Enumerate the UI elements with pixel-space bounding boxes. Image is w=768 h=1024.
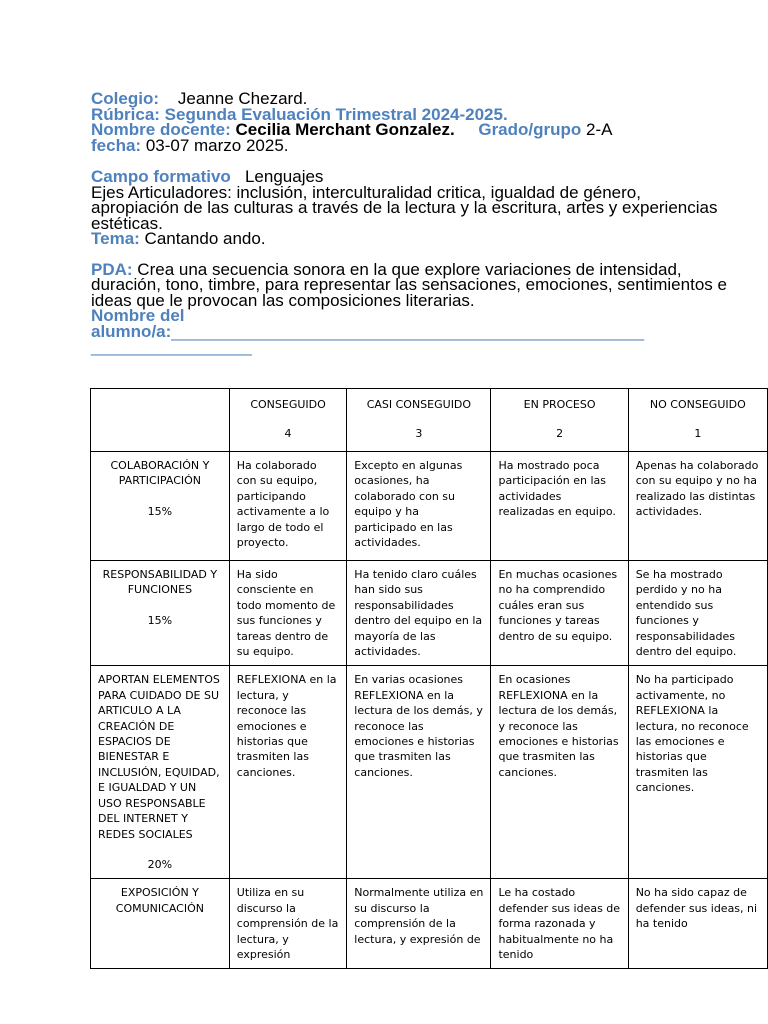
pda-line: [91, 259, 731, 310]
descriptor-cell: En muchas ocasiones no ha comprendido cuáles eran sus funciones y tareas dentro de su equipo.: [491, 561, 628, 666]
level-header: [491, 389, 628, 452]
fecha-line: [91, 135, 731, 155]
campo-value: Lenguajes: [244, 167, 324, 186]
descriptor-cell: Apenas ha colaborado con su equipo y no ha realizado las distintas actividades.: [628, 452, 767, 561]
fecha-label: fecha:: [91, 135, 142, 155]
level-header: [229, 389, 347, 452]
criterion-weight: 15%: [147, 613, 173, 627]
pda-label: PDA:: [91, 259, 133, 279]
criterion-weight: 20%: [147, 857, 173, 871]
alumno-name-blank-continued[interactable]: _________________: [91, 337, 252, 356]
level-name: EN PROCESO: [523, 398, 596, 411]
tema-value: Cantando ando.: [144, 229, 266, 248]
criterion-name: EXPOSICIÓN Y COMUNICACIÓN: [115, 886, 204, 915]
descriptor-cell: REFLEXIONA en la lectura, y reconoce las emociones e historias que trasmiten las canciones.: [229, 666, 347, 879]
descriptor-cell: En varias ocasiones REFLEXIONA en la lectura de los demás, y reconoce las emociones e historias que trasmiten las canciones.: [347, 666, 491, 879]
level-header: [347, 389, 491, 452]
descriptor-cell: Le ha costado defender sus ideas de forma razonada y habitualmente no ha tenido: [491, 879, 628, 969]
level-score: 4: [284, 427, 292, 441]
level-name: NO CONSEGUIDO: [649, 398, 746, 411]
grado-value: 2-A: [586, 120, 613, 139]
colegio-label: Colegio:: [91, 89, 159, 108]
criterion-name: APORTAN ELEMENTOS PARA CUIDADO DE SU ARTICULO A LA CREACIÓN DE ESPACIOS DE BIENESTAR E INCLUSIÓN, EQUIDAD, E IGUALDAD Y UN USO RESPONSABLE DEL INTERNET Y REDES SOCIALES: [98, 673, 220, 841]
descriptor-cell: No ha sido capaz de defender sus ideas, ni ha tenido: [628, 879, 767, 969]
document-header: [91, 91, 731, 355]
level-score: 2: [556, 427, 564, 441]
level-header: [628, 389, 767, 452]
descriptor-cell: En ocasiones REFLEXIONA en la lectura de los demás, y reconoce las emociones e historias que trasmiten las canciones.: [491, 666, 628, 879]
rubric-table: [90, 388, 768, 969]
alumno-name-blank[interactable]: __________________________________________________: [171, 321, 645, 341]
grado-label: Grado/grupo: [478, 120, 582, 139]
criterion-cell: [91, 452, 230, 561]
criterion-cell: [91, 666, 230, 879]
empty-corner-cell: [91, 389, 230, 452]
tema-line: [91, 231, 731, 247]
descriptor-cell: Excepto en algunas ocasiones, ha colaborado con su equipo y ha participado en las actividades.: [347, 452, 491, 561]
criterion-cell: [91, 879, 230, 969]
descriptor-cell: Se ha mostrado perdido y no ha entendido sus funciones y responsabilidades dentro del equipo.: [628, 561, 767, 666]
alumno-label-1: Nombre del: [91, 306, 185, 325]
level-score: 3: [415, 427, 423, 441]
fecha-value: 03-07 marzo 2025.: [145, 135, 289, 155]
alumno-label-2: alumno/a:: [91, 321, 172, 341]
docente-value: Cecilia Merchant Gonzalez.: [235, 120, 455, 139]
criterion-name: RESPONSABILIDAD Y FUNCIONES: [102, 568, 218, 597]
rubrica-title: Rúbrica: Segunda Evaluación Trimestral 2024-2025.: [91, 104, 508, 124]
pda-value: Crea una secuencia sonora en la que explore variaciones de intensidad, duración, tono, timbre, para representar las sensaciones, emociones, sentimientos e ideas que le provocan las composiciones literarias.: [91, 259, 727, 310]
rubric-row: [91, 666, 768, 879]
rubric-header-row: [91, 389, 768, 452]
tema-label: Tema:: [91, 229, 140, 248]
descriptor-cell: No ha participado activamente, no REFLEXIONA la lectura, no reconoce las emociones e historias que trasmiten las canciones.: [628, 666, 767, 879]
level-name: CASI CONSEGUIDO: [366, 398, 472, 411]
level-name: CONSEGUIDO: [250, 398, 326, 411]
descriptor-cell: Ha sido consciente en todo momento de sus funciones y tareas dentro de su equipo.: [229, 561, 347, 666]
descriptor-cell: Normalmente utiliza en su discurso la comprensión de la lectura, y expresión de: [347, 879, 491, 969]
rubric-row: [91, 452, 768, 561]
criterion-cell: [91, 561, 230, 666]
descriptor-cell: Ha tenido claro cuáles han sido sus responsabilidades dentro del equipo en la mayoría de las actividades.: [347, 561, 491, 666]
level-score: 1: [694, 427, 702, 441]
criterion-name: COLABORACIÓN Y PARTICIPACIÓN: [110, 459, 210, 488]
descriptor-cell: Ha mostrado poca participación en las actividades realizadas en equipo.: [491, 452, 628, 561]
descriptor-cell: Ha colaborado con su equipo, participando activamente a lo largo de todo el proyecto.: [229, 452, 347, 561]
colegio-value: Jeanne Chezard.: [177, 89, 308, 108]
rubric-row: [91, 561, 768, 666]
criterion-weight: 15%: [147, 504, 173, 518]
campo-label: Campo formativo: [91, 167, 231, 186]
docente-label: Nombre docente:: [91, 120, 231, 139]
ejes-text: Ejes Articuladores: inclusión, interculturalidad critica, igualdad de género, apropiación de las culturas a través de la lectura y la escritura, artes y experiencias estéticas.: [91, 182, 718, 233]
descriptor-cell: Utiliza en su discurso la comprensión de la lectura, y expresión: [229, 879, 347, 969]
rubric-row: [91, 879, 768, 969]
